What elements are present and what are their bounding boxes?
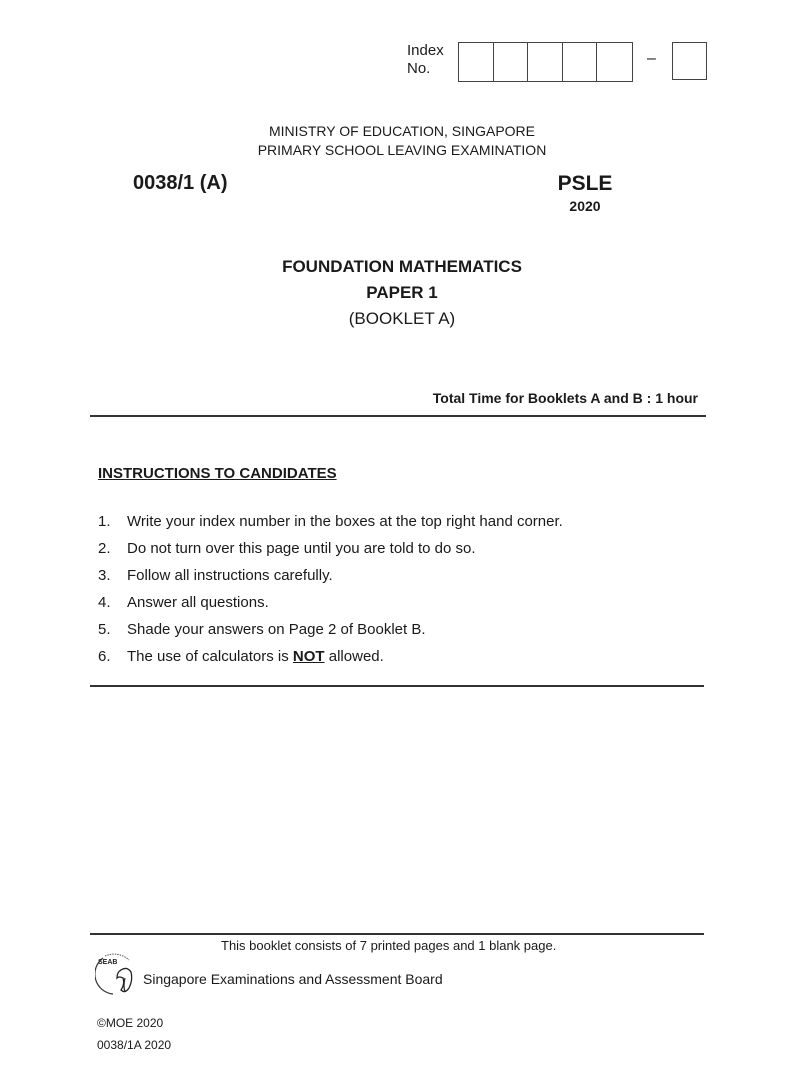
- copyright: ©MOE 2020: [97, 1016, 164, 1030]
- instruction-item: [98, 508, 563, 535]
- exam-year: 2020: [569, 198, 601, 214]
- instruction-item: [98, 589, 563, 616]
- divider-footer: [90, 933, 704, 935]
- instruction-item: [98, 562, 563, 589]
- svg-text:SEAB: SEAB: [98, 959, 118, 966]
- instruction-text: Write your index number in the boxes at the top right hand corner.: [127, 513, 563, 530]
- ministry-header: [8, 122, 788, 160]
- instruction-item: [98, 643, 563, 670]
- instruction-number: 1.: [98, 513, 111, 530]
- seab-logo-icon: [95, 948, 139, 996]
- instructions-list: [98, 508, 563, 670]
- instruction-item: [98, 616, 563, 643]
- exam-name: PSLE: [557, 172, 613, 195]
- instruction-text: Do not turn over this page until you are told to do so.: [127, 540, 476, 557]
- index-digit-box-3[interactable]: [528, 43, 563, 81]
- instruction-number: 5.: [98, 621, 111, 638]
- index-dash: –: [647, 50, 656, 67]
- index-check-digit-box[interactable]: [672, 42, 707, 80]
- instruction-number: 6.: [98, 648, 111, 665]
- instruction-text: Answer all questions.: [127, 594, 269, 611]
- index-digit-box-4[interactable]: [563, 43, 598, 81]
- index-digit-box-1[interactable]: [459, 43, 494, 81]
- instruction-text: Shade your answers on Page 2 of Booklet B.: [127, 621, 426, 638]
- index-label-line2: No.: [407, 60, 431, 77]
- board-name: Singapore Examinations and Assessment Board: [143, 971, 443, 987]
- instruction-number: 4.: [98, 594, 111, 611]
- index-digit-box-2[interactable]: [494, 43, 529, 81]
- booklet-page-note: This booklet consists of 7 printed pages and 1 blank page.: [221, 938, 557, 953]
- booklet-title: (BOOKLET A): [348, 309, 456, 328]
- subject-title: FOUNDATION MATHEMATICS: [282, 257, 522, 276]
- emphasis-not: NOT: [292, 648, 325, 665]
- index-digit-box-5[interactable]: [597, 43, 632, 81]
- instruction-text-part: The use of calculators is: [127, 648, 293, 665]
- instruction-text-part: allowed.: [324, 648, 384, 665]
- instruction-number: 3.: [98, 567, 111, 584]
- paper-code: 0038/1 (A): [133, 172, 228, 194]
- divider-middle: [90, 685, 704, 687]
- instructions-heading: INSTRUCTIONS TO CANDIDATES: [98, 465, 337, 482]
- instruction-number: 2.: [98, 540, 111, 557]
- instruction-text: [127, 643, 384, 670]
- paper-title: PAPER 1: [366, 283, 438, 302]
- instruction-text: Follow all instructions carefully.: [127, 567, 333, 584]
- index-number-label: [407, 42, 444, 78]
- ministry-name: MINISTRY OF EDUCATION, SINGAPORE: [268, 123, 536, 139]
- instruction-item: [98, 535, 563, 562]
- total-time: Total Time for Booklets A and B : 1 hour: [432, 390, 698, 406]
- index-number-boxes[interactable]: [458, 42, 633, 82]
- divider-top: [90, 415, 706, 417]
- exam-full-name: PRIMARY SCHOOL LEAVING EXAMINATION: [257, 142, 547, 158]
- index-label-line1: Index: [407, 42, 444, 59]
- footer-paper-code: 0038/1A 2020: [97, 1038, 172, 1052]
